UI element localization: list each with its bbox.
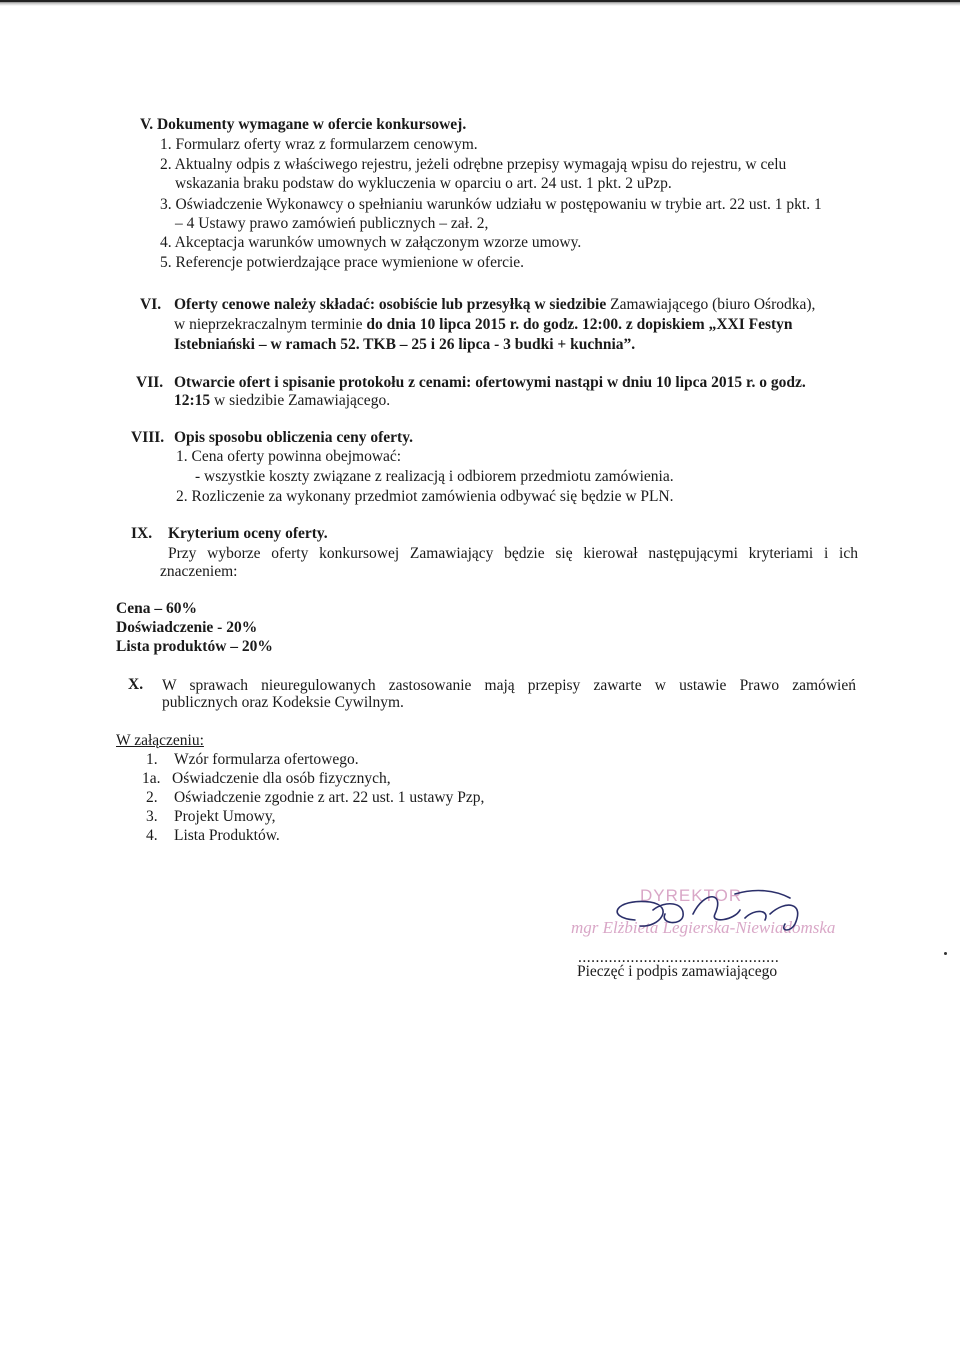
signature-caption: Pieczęć i podpis zamawiającego (577, 963, 778, 980)
attachment-4-number: 4. (146, 827, 158, 844)
criterion-product-list: Lista produktów – 20% (116, 638, 273, 655)
handwritten-signature (565, 880, 825, 950)
section-6-line-1-normal: Zamawiającego (biuro Ośrodka), (606, 296, 816, 313)
section-7-number: VII. (136, 374, 164, 391)
attachment-1a-text: Oświadczenie dla osób fizycznych, (172, 770, 391, 787)
section-6-number: VI. (140, 296, 162, 313)
section-6-deadline: do dnia 10 lipca 2015 r. do godz. 12:00. (366, 316, 623, 333)
attachment-1-text: Wzór formularza ofertowego. (174, 751, 359, 768)
section-5-item-1: 1. Formularz oferty wraz z formularzem cenowym. (160, 136, 478, 153)
stamp-title: DYREKTOR (640, 886, 743, 905)
signature-dots: .............................................. (578, 949, 780, 966)
section-7-place: w siedzibie Zamawiającego. (210, 392, 391, 409)
attachments-heading: W załączeniu: (116, 732, 204, 749)
attachment-1-number: 1. (146, 751, 158, 768)
section-9-line-2: znaczeniem: (160, 563, 238, 580)
attachment-2-text: Oświadczenie zgodnie z art. 22 ust. 1 ustawy Pzp, (174, 789, 485, 806)
section-5-item-2 (160, 155, 786, 174)
section-8-line-3: 2. Rozliczenie za wykonany przedmiot zamówienia odbywać się będzie w PLN. (176, 488, 674, 505)
section-9-heading: Kryterium oceny oferty. (168, 525, 328, 542)
attachment-3-text: Projekt Umowy, (174, 808, 276, 825)
section-8-line-1: 1. Cena oferty powinna obejmować: (176, 448, 402, 465)
section-10-line-1: W sprawach nieuregulowanych zastosowanie mają przepisy zawarte w ustawie Prawo zamówień (162, 677, 856, 694)
section-6-line-1 (174, 295, 815, 314)
section-7-line-1: Otwarcie ofert i spisanie protokołu z cenami: ofertowymi nastąpi w dniu 10 lipca 2015 r. o godz. (174, 374, 806, 391)
section-10-number: X. (128, 676, 144, 693)
section-5-item-3-cont: – 4 Ustawy prawo zamówień publicznych – zał. 2, (175, 215, 489, 232)
section-5-item-3: 3. Oświadczenie Wykonawcy o spełnianiu warunków udziału w postępowaniu w trybie art. 22 ust. 1 pkt. 1 (160, 196, 822, 213)
section-8-line-2: - wszystkie koszty związane z realizacją i odbiorem przedmiotu zamówienia. (195, 468, 674, 485)
stamp-name: mgr Elżbieta Legierska-Niewiadomska (571, 918, 836, 937)
section-7-time: 12:15 (174, 392, 211, 409)
section-6-line-1-bold: Oferty cenowe należy składać: osobiście lub przesyłką w siedzibie (174, 296, 607, 313)
section-5-heading: V. Dokumenty wymagane w ofercie konkursowej. (140, 116, 467, 133)
section-9-number: IX. (131, 525, 153, 542)
section-6-line-2-normal: w nieprzekraczalnym terminie (174, 316, 367, 333)
criterion-experience: Doświadczenie - 20% (116, 619, 258, 636)
criterion-price: Cena – 60% (116, 600, 197, 617)
signature-stroke (617, 891, 797, 930)
section-7-line-2 (174, 391, 390, 410)
section-6-line-3: Istebniański – w ramach 52. TKB – 25 i 26 lipca - 3 budki + kuchnia”. (174, 336, 636, 353)
scan-top-line (0, 0, 960, 2)
section-5-item-5: 5. Referencje potwierdzające prace wymienione w ofercie. (160, 254, 525, 271)
section-8-number: VIII. (131, 429, 165, 446)
section-9-line-1: Przy wyborze oferty konkursowej Zamawiający będzie się kierował następującymi kryteriami i ich (168, 545, 858, 562)
section-5-item-2-cont: wskazania braku podstaw do wykluczenia w oparciu o art. 24 ust. 1 pkt. 2 uPzp. (175, 175, 672, 192)
section-10-line-2: publicznych oraz Kodeksie Cywilnym. (162, 694, 404, 711)
section-6-line-2 (174, 315, 793, 334)
attachment-3-number: 3. (146, 808, 158, 825)
attachment-2-number: 2. (146, 789, 158, 806)
section-5-item-4: 4. Akceptacja warunków umownych w załączonym wzorze umowy. (160, 234, 582, 251)
attachment-4-text: Lista Produktów. (174, 827, 280, 844)
section-8-heading: Opis sposobu obliczenia ceny oferty. (174, 429, 413, 446)
section-5-item-2-text: 2. Aktualny odpis z właściwego rejestru, jeżeli odrębne przepisy wymagają wpisu do rejestru, w celu (160, 156, 787, 173)
section-6-note-start: z dopiskiem „XXI Festyn (622, 316, 793, 333)
attachment-1a-number: 1a. (142, 770, 161, 787)
scan-speck (944, 952, 947, 955)
